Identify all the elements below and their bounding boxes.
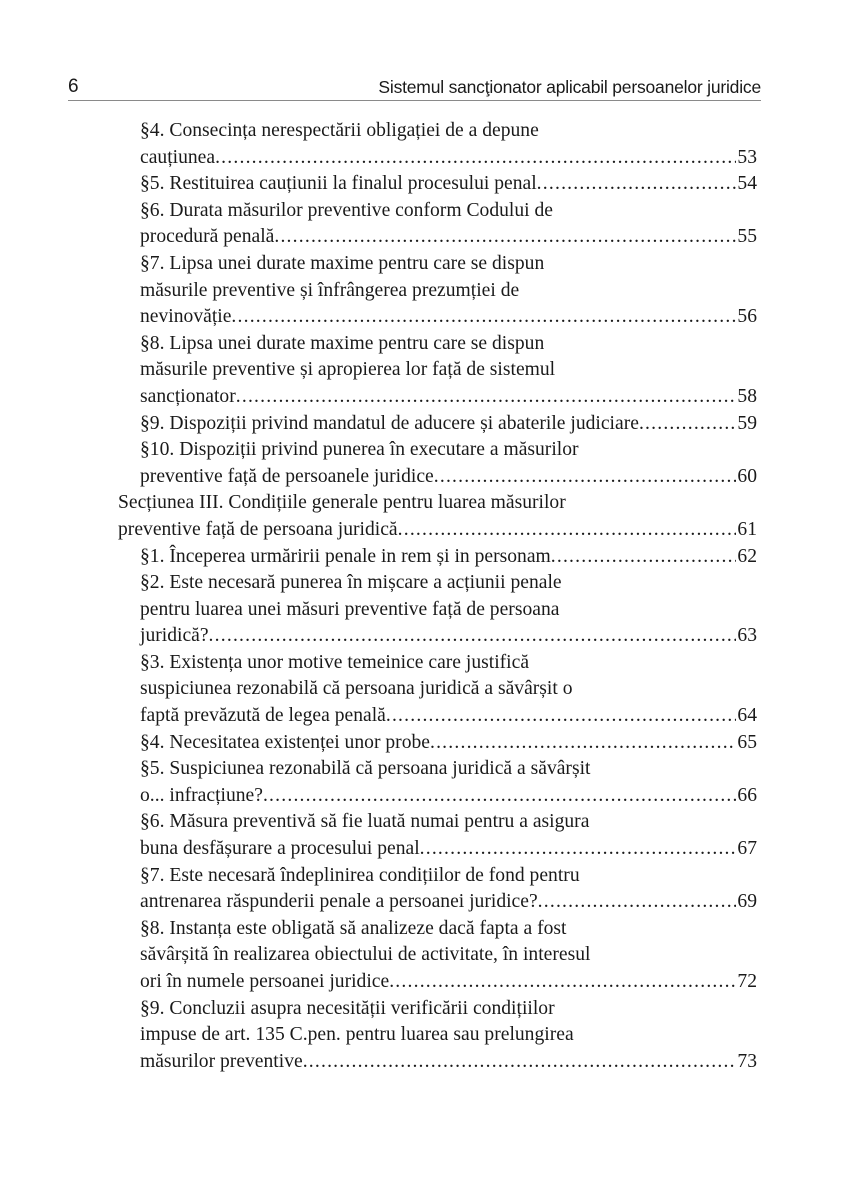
toc-entry-last-line	[140, 730, 757, 757]
toc-entry-last-line	[140, 411, 757, 438]
running-title: Sistemul sancţionator aplicabil persoanelor juridice	[378, 77, 761, 97]
toc-entry-title: preventive față de persoana juridică	[118, 518, 398, 540]
toc-entry-line: §5. Suspiciunea rezonabilă că persoana juridică a săvârșit	[140, 758, 591, 780]
dot-leader	[537, 171, 737, 198]
toc-entry-last-line	[140, 1049, 757, 1076]
toc-entry[interactable]	[140, 916, 757, 996]
toc-entry-title: buna desfășurare a procesului penal	[140, 838, 420, 860]
toc-entry[interactable]	[140, 756, 757, 809]
toc-entry[interactable]	[140, 863, 757, 916]
toc-entry-title: §1. Începerea urmăririi penale in rem și in personam	[140, 545, 551, 567]
dot-leader	[231, 304, 736, 331]
toc-page-number[interactable]: 63	[737, 625, 757, 647]
dot-leader	[389, 969, 736, 996]
toc-entry-line: Secțiunea III. Condițiile generale pentru luarea măsurilor	[118, 492, 566, 514]
toc-page-number[interactable]: 59	[737, 412, 757, 434]
dot-leader	[398, 517, 737, 544]
toc-page-number[interactable]: 62	[737, 545, 757, 567]
toc-entry-line: §3. Existența unor motive temeinice care justifică	[140, 651, 530, 673]
toc-entry[interactable]	[140, 251, 757, 331]
toc-entry-last-line	[140, 836, 757, 863]
toc-entry-line: măsurile preventive și înfrângerea prezumției de	[140, 279, 520, 301]
toc-entry-title: §9. Dispoziții privind mandatul de aducere și abaterile judiciare	[140, 412, 639, 434]
toc-entry-line: impuse de art. 135 C.pen. pentru luarea sau prelungirea	[140, 1024, 574, 1046]
toc-entry-last-line	[140, 703, 757, 730]
toc-entry-line: §7. Lipsa unei durate maxime pentru care se dispun	[140, 252, 545, 274]
toc-page-number[interactable]: 56	[737, 306, 757, 328]
toc-page-number[interactable]: 72	[737, 971, 757, 992]
toc-entry-last-line	[118, 517, 757, 544]
toc-entry[interactable]	[140, 171, 757, 198]
toc-entry[interactable]	[140, 730, 757, 757]
dot-leader	[263, 783, 736, 810]
toc-entry-title: procedură penală	[140, 226, 275, 248]
dot-leader	[209, 623, 737, 650]
toc-entry-title: §5. Restituirea cauțiunii la finalul procesului penal	[140, 173, 537, 195]
toc-page-number[interactable]: 58	[737, 385, 757, 407]
toc-entry-line: §6. Măsura preventivă să fie luată numai pentru a asigura	[140, 811, 590, 833]
toc-section-entry[interactable]	[118, 490, 757, 543]
toc-entry[interactable]	[140, 650, 757, 730]
dot-leader	[551, 544, 737, 571]
toc-page-number[interactable]: 64	[737, 705, 757, 727]
toc-entry-title: antrenarea răspunderii penale a persoanei juridice?	[140, 891, 538, 913]
dot-leader	[386, 703, 737, 730]
toc-entry-title: §4. Necesitatea existenței unor probe	[140, 731, 430, 753]
toc-entry[interactable]	[140, 996, 757, 1076]
toc-page-number[interactable]: 55	[737, 226, 757, 248]
toc-entry-title: faptă prevăzută de legea penală	[140, 705, 386, 727]
toc-entry-title: măsurilor preventive	[140, 1050, 303, 1072]
dot-leader	[215, 145, 736, 172]
toc-entry-line: §2. Este necesară punerea în mișcare a acțiunii penale	[140, 572, 562, 594]
toc-entry-last-line	[140, 544, 757, 571]
toc-page-number[interactable]: 67	[737, 838, 757, 860]
toc-entry-last-line	[140, 224, 757, 251]
toc-entry-line: §10. Dispoziții privind punerea în executare a măsurilor	[140, 439, 579, 461]
toc-entry-line: §7. Este necesară îndeplinirea condițiilor de fond pentru	[140, 864, 580, 886]
dot-leader	[430, 730, 736, 757]
header-divider	[68, 100, 761, 101]
toc-entry[interactable]	[140, 570, 757, 650]
toc-entry-line: suspiciunea rezonabilă că persoana juridică a săvârșit o	[140, 678, 573, 700]
toc-entry-last-line	[140, 464, 757, 491]
toc-entry-title: ori în numele persoanei juridice	[140, 971, 390, 992]
toc-page-number[interactable]: 54	[737, 173, 757, 195]
page-number: 6	[68, 76, 79, 97]
toc-page-number[interactable]: 61	[737, 518, 757, 540]
toc-entry[interactable]	[140, 437, 757, 490]
toc-entry-title: preventive față de persoanele juridice	[140, 465, 434, 487]
dot-leader	[274, 224, 736, 251]
toc-entry-last-line	[140, 969, 757, 996]
toc-entry-line: §8. Lipsa unei durate maxime pentru care se dispun	[140, 332, 545, 354]
toc-entry-last-line	[140, 171, 757, 198]
toc-entry[interactable]	[140, 118, 757, 171]
toc-entry-last-line	[140, 145, 757, 172]
toc-entry-title: o... infracțiune?	[140, 784, 263, 806]
toc-entry-title: cauțiunea	[140, 146, 216, 168]
toc-page-number[interactable]: 73	[737, 1050, 757, 1072]
toc-page-number[interactable]: 69	[737, 891, 757, 913]
toc-entry-last-line	[140, 889, 757, 916]
dot-leader	[639, 411, 736, 438]
dot-leader	[236, 384, 737, 411]
toc-entry-line: pentru luarea unei măsuri preventive față de persoana	[140, 598, 560, 620]
toc-entry-line: §4. Consecința nerespectării obligației de a depune	[140, 120, 539, 141]
toc-page-number[interactable]: 53	[737, 146, 757, 168]
table-of-contents	[0, 118, 856, 1075]
toc-page-number[interactable]: 60	[737, 465, 757, 487]
dot-leader	[420, 836, 737, 863]
toc-entry-line: §9. Concluzii asupra necesității verificării condițiilor	[140, 997, 555, 1019]
toc-entry[interactable]	[140, 411, 757, 438]
toc-entry-title: sancționator	[140, 385, 236, 407]
toc-entry-last-line	[140, 783, 757, 810]
toc-entry-last-line	[140, 623, 757, 650]
dot-leader	[434, 464, 737, 491]
toc-page-number[interactable]: 65	[737, 731, 757, 753]
toc-page-number[interactable]: 66	[737, 784, 757, 806]
toc-entry-last-line	[140, 384, 757, 411]
toc-entry-line: măsurile preventive și apropierea lor față de sistemul	[140, 359, 556, 381]
toc-entry-line: §8. Instanța este obligată să analizeze dacă fapta a fost	[140, 917, 567, 939]
toc-entry[interactable]	[140, 198, 757, 251]
toc-entry-line: §6. Durata măsurilor preventive conform Codului de	[140, 199, 553, 221]
dot-leader	[538, 889, 737, 916]
toc-entry[interactable]	[140, 331, 757, 411]
toc-entry-title: juridică?	[140, 625, 209, 647]
toc-entry-last-line	[140, 304, 757, 331]
toc-entry-line: săvârșită în realizarea obiectului de activitate, în interesul	[140, 944, 591, 966]
toc-entry-title: nevinovăție	[140, 306, 232, 328]
dot-leader	[303, 1049, 737, 1076]
toc-entry[interactable]	[140, 809, 757, 862]
toc-entry[interactable]	[140, 544, 757, 571]
